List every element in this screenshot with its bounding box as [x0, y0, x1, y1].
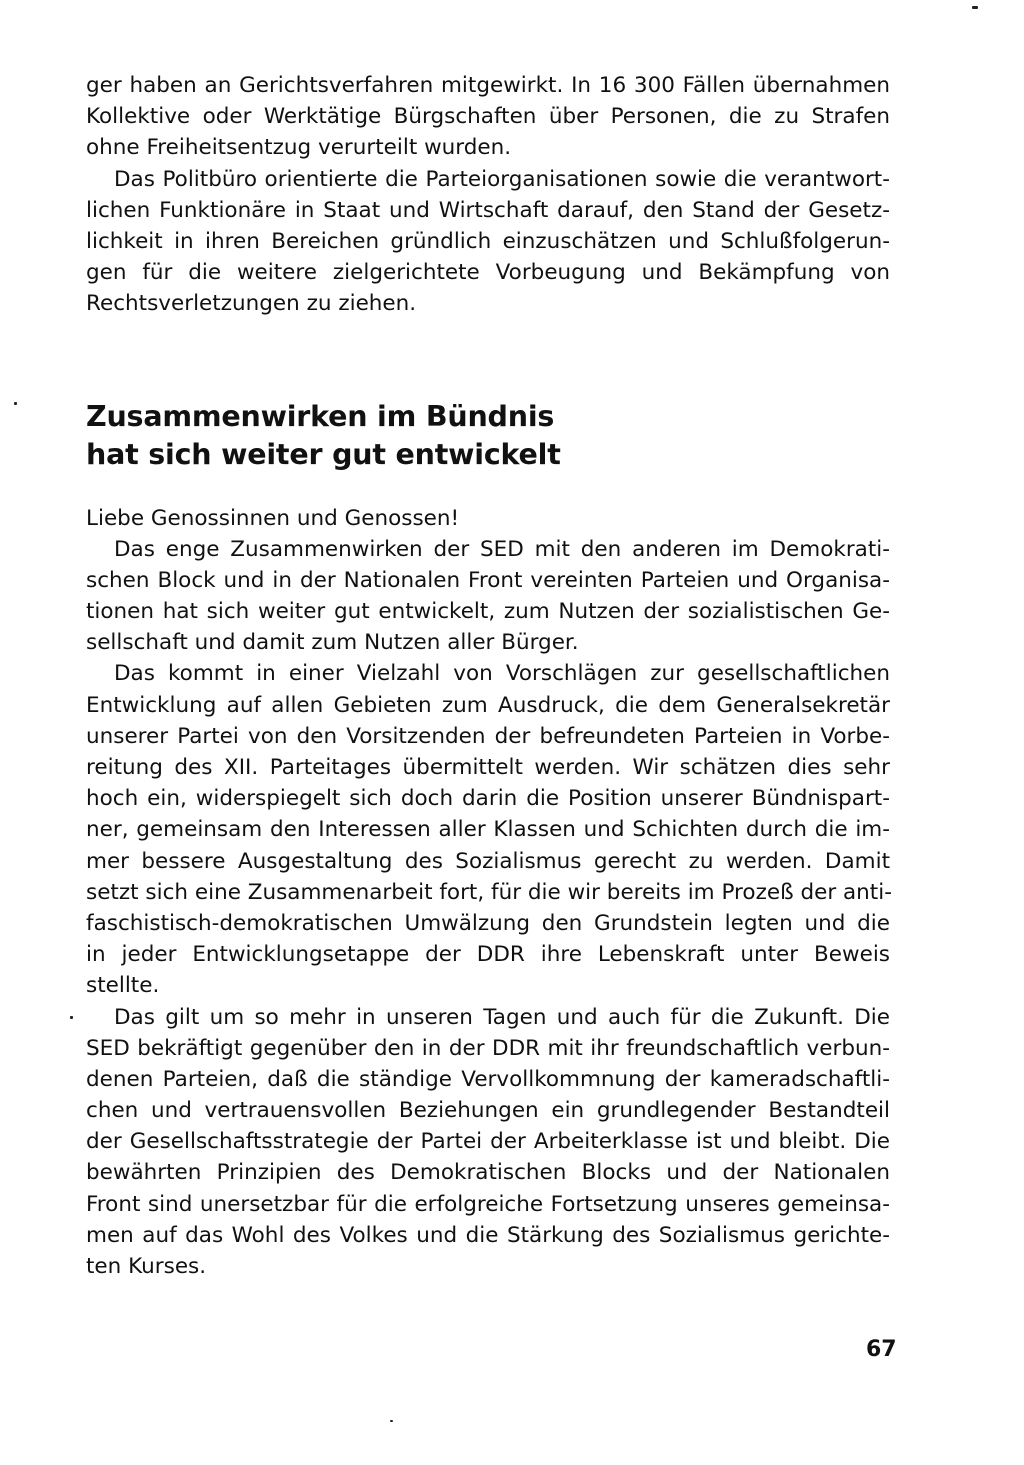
- heading-line: hat sich weiter gut entwickelt: [86, 437, 561, 471]
- text-line: Kollektive oder Werktätige Bürgschaften über Personen, die zu Strafen: [86, 104, 890, 130]
- text-line: tionen hat sich weiter gut entwickelt, zum Nutzen der sozialistischen Ge-: [86, 599, 890, 625]
- paragraph-cooperation: [86, 534, 890, 659]
- text-line: Das Politbüro orientierte die Parteiorganisationen sowie die verantwort-: [114, 166, 890, 192]
- page-number: 67: [866, 1337, 897, 1362]
- paragraph-continuation: [86, 70, 890, 164]
- text-line: ohne Freiheitsentzug verurteilt wurden.: [86, 135, 512, 161]
- text-line: men auf das Wohl des Volkes und die Stärkung des Sozialismus gerichte-: [86, 1222, 890, 1248]
- text-line: faschistisch-demokratischen Umwälzung den Grundstein legten und die: [86, 910, 890, 936]
- text-line: lichen Funktionäre in Staat und Wirtschaft darauf, den Stand der Gesetz-: [86, 197, 890, 223]
- scan-speck: [390, 1420, 393, 1422]
- text-line: schen Block und in der Nationalen Front vereinten Parteien und Organisa-: [86, 567, 890, 593]
- text-line: Front sind unersetzbar für die erfolgreiche Fortsetzung unseres gemeinsa-: [86, 1191, 890, 1217]
- text-line: SED bekräftigt gegenüber den in der DDR mit ihr freundschaftlich verbun-: [86, 1035, 890, 1061]
- text-line: unserer Partei von den Vorsitzenden der befreundeten Parteien in Vorbe-: [86, 723, 890, 749]
- text-line: ger haben an Gerichtsverfahren mitgewirkt. In 16 300 Fällen übernahmen: [86, 73, 890, 98]
- text-line: sellschaft und damit zum Nutzen aller Bürger.: [86, 630, 579, 656]
- text-line: setzt sich eine Zusammenarbeit fort, für die wir bereits im Prozeß der anti-: [86, 879, 892, 905]
- text-line: Das gilt um so mehr in unseren Tagen und auch für die Zukunft. Die: [114, 1004, 890, 1030]
- text-line: Das kommt in einer Vielzahl von Vorschlägen zur gesellschaftlichen: [114, 661, 890, 687]
- text-line: mer bessere Ausgestaltung des Sozialismus gerecht zu werden. Damit: [86, 848, 890, 874]
- scan-speck: [70, 1016, 73, 1019]
- text-line: stellte.: [86, 973, 160, 999]
- salutation: [86, 503, 890, 534]
- text-line: ten Kurses.: [86, 1254, 207, 1279]
- text-line: Rechtsverletzungen zu ziehen.: [86, 291, 417, 317]
- text-line: gen für die weitere zielgerichtete Vorbeugung und Bekämpfung von: [86, 260, 890, 286]
- document-page: [86, 70, 890, 1282]
- text-line: lichkeit in ihren Bereichen gründlich einzuschätzen und Schlußfolgerun-: [86, 228, 890, 254]
- scan-speck: [972, 6, 978, 9]
- text-line: der Gesellschaftsstrategie der Partei der Arbeiterklasse ist und bleibt. Die: [86, 1129, 890, 1155]
- paragraph-future: [86, 1002, 890, 1283]
- text-line: denen Parteien, daß die ständige Vervollkommnung der kameradschaftli-: [86, 1066, 890, 1092]
- text-line: Liebe Genossinnen und Genossen!: [86, 505, 460, 531]
- text-line: chen und vertrauensvollen Beziehungen ein grundlegender Bestandteil: [86, 1098, 890, 1124]
- paragraph-proposals: [86, 658, 890, 1001]
- paragraph-politburo: [86, 164, 890, 320]
- section-heading: [86, 398, 890, 474]
- text-line: in jeder Entwicklungsetappe der DDR ihre Lebenskraft unter Beweis: [86, 942, 890, 968]
- heading-line: Zusammenwirken im Bündnis: [86, 399, 555, 433]
- scan-speck: [14, 402, 17, 405]
- text-line: Entwicklung auf allen Gebieten zum Ausdruck, die dem Generalsekretär: [86, 692, 890, 718]
- text-line: ner, gemeinsam den Interessen aller Klassen und Schichten durch die im-: [86, 817, 890, 843]
- text-line: hoch ein, widerspiegelt sich doch darin die Position unserer Bündnispart-: [86, 786, 890, 812]
- text-line: bewährten Prinzipien des Demokratischen Blocks und der Nationalen: [86, 1160, 890, 1186]
- text-line: reitung des XII. Parteitages übermittelt werden. Wir schätzen dies sehr: [86, 755, 890, 780]
- text-line: Das enge Zusammenwirken der SED mit den anderen im Demokrati-: [114, 536, 890, 562]
